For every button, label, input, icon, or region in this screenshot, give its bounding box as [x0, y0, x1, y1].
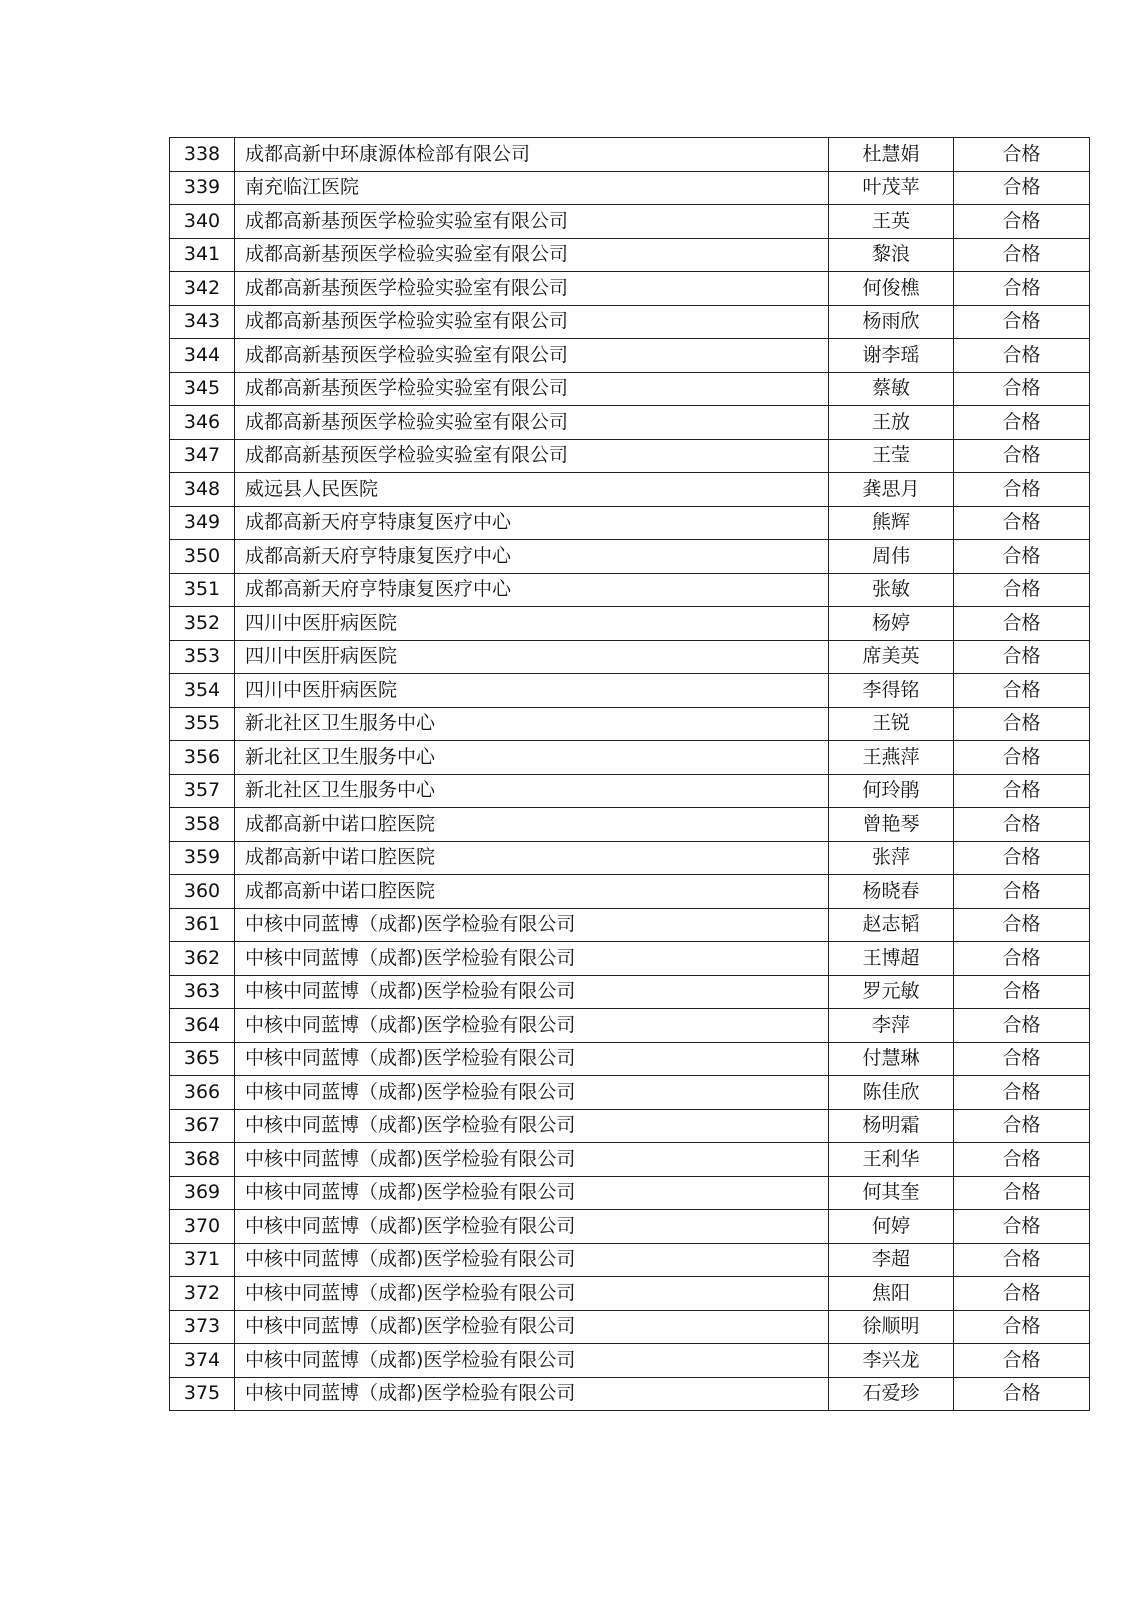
- table-row: [170, 1377, 1090, 1411]
- organization-cell: 中核中同蓝博（成都)医学检验有限公司: [235, 1277, 829, 1311]
- organization-cell: 中核中同蓝博（成都)医学检验有限公司: [235, 1143, 829, 1177]
- result-cell: 合格: [954, 1143, 1090, 1177]
- row-number: 369: [170, 1176, 235, 1210]
- table-row: [170, 1009, 1090, 1043]
- organization-cell: 中核中同蓝博（成都)医学检验有限公司: [235, 1009, 829, 1043]
- person-name-cell: 叶茂苹: [829, 171, 954, 205]
- result-cell: 合格: [954, 506, 1090, 540]
- organization-cell: 中核中同蓝博（成都)医学检验有限公司: [235, 1377, 829, 1411]
- result-cell: 合格: [954, 942, 1090, 976]
- row-number: 370: [170, 1210, 235, 1244]
- table-row: [170, 1042, 1090, 1076]
- table-row: [170, 875, 1090, 909]
- result-cell: 合格: [954, 607, 1090, 641]
- person-name-cell: 杨晓春: [829, 875, 954, 909]
- organization-cell: 中核中同蓝博（成都)医学检验有限公司: [235, 1243, 829, 1277]
- table-row: [170, 272, 1090, 306]
- result-cell: 合格: [954, 741, 1090, 775]
- row-number: 350: [170, 540, 235, 574]
- result-cell: 合格: [954, 908, 1090, 942]
- table-row: [170, 1109, 1090, 1143]
- row-number: 363: [170, 975, 235, 1009]
- table-row: [170, 741, 1090, 775]
- person-name-cell: 李超: [829, 1243, 954, 1277]
- person-name-cell: 李兴龙: [829, 1344, 954, 1378]
- row-number: 364: [170, 1009, 235, 1043]
- row-number: 351: [170, 573, 235, 607]
- organization-cell: 威远县人民医院: [235, 473, 829, 507]
- result-cell: 合格: [954, 1042, 1090, 1076]
- result-cell: 合格: [954, 1009, 1090, 1043]
- organization-cell: 中核中同蓝博（成都)医学检验有限公司: [235, 942, 829, 976]
- table-row: [170, 841, 1090, 875]
- result-cell: 合格: [954, 372, 1090, 406]
- organization-cell: 中核中同蓝博（成都)医学检验有限公司: [235, 1310, 829, 1344]
- person-name-cell: 王莹: [829, 439, 954, 473]
- organization-cell: 新北社区卫生服务中心: [235, 741, 829, 775]
- organization-cell: 新北社区卫生服务中心: [235, 774, 829, 808]
- person-name-cell: 王放: [829, 406, 954, 440]
- row-number: 354: [170, 674, 235, 708]
- result-cell: 合格: [954, 774, 1090, 808]
- person-name-cell: 周伟: [829, 540, 954, 574]
- result-cell: 合格: [954, 540, 1090, 574]
- table-row: [170, 808, 1090, 842]
- organization-cell: 成都高新基预医学检验实验室有限公司: [235, 305, 829, 339]
- person-name-cell: 张敏: [829, 573, 954, 607]
- organization-cell: 成都高新天府亨特康复医疗中心: [235, 540, 829, 574]
- row-number: 347: [170, 439, 235, 473]
- person-name-cell: 赵志韬: [829, 908, 954, 942]
- row-number: 375: [170, 1377, 235, 1411]
- person-name-cell: 黎浪: [829, 238, 954, 272]
- person-name-cell: 熊辉: [829, 506, 954, 540]
- table-row: [170, 942, 1090, 976]
- result-cell: 合格: [954, 205, 1090, 239]
- result-cell: 合格: [954, 171, 1090, 205]
- result-cell: 合格: [954, 674, 1090, 708]
- row-number: 374: [170, 1344, 235, 1378]
- organization-cell: 中核中同蓝博（成都)医学检验有限公司: [235, 908, 829, 942]
- organization-cell: 成都高新中诺口腔医院: [235, 808, 829, 842]
- organization-cell: 成都高新基预医学检验实验室有限公司: [235, 372, 829, 406]
- table-row: [170, 506, 1090, 540]
- organization-cell: 成都高新中诺口腔医院: [235, 841, 829, 875]
- person-name-cell: 王利华: [829, 1143, 954, 1177]
- row-number: 360: [170, 875, 235, 909]
- row-number: 342: [170, 272, 235, 306]
- table-row: [170, 573, 1090, 607]
- result-cell: 合格: [954, 1377, 1090, 1411]
- table-row: [170, 1310, 1090, 1344]
- organization-cell: 成都高新基预医学检验实验室有限公司: [235, 406, 829, 440]
- result-cell: 合格: [954, 875, 1090, 909]
- row-number: 353: [170, 640, 235, 674]
- person-name-cell: 王英: [829, 205, 954, 239]
- person-name-cell: 罗元敏: [829, 975, 954, 1009]
- row-number: 341: [170, 238, 235, 272]
- organization-cell: 中核中同蓝博（成都)医学检验有限公司: [235, 975, 829, 1009]
- result-cell: 合格: [954, 808, 1090, 842]
- person-name-cell: 付慧琳: [829, 1042, 954, 1076]
- result-cell: 合格: [954, 138, 1090, 172]
- person-name-cell: 李得铭: [829, 674, 954, 708]
- row-number: 362: [170, 942, 235, 976]
- result-cell: 合格: [954, 339, 1090, 373]
- organization-cell: 四川中医肝病医院: [235, 674, 829, 708]
- person-name-cell: 谢李瑶: [829, 339, 954, 373]
- organization-cell: 成都高新天府亨特康复医疗中心: [235, 573, 829, 607]
- table-row: [170, 305, 1090, 339]
- organization-cell: 中核中同蓝博（成都)医学检验有限公司: [235, 1176, 829, 1210]
- result-cell: 合格: [954, 707, 1090, 741]
- table-row: [170, 1176, 1090, 1210]
- table-row: [170, 238, 1090, 272]
- row-number: 356: [170, 741, 235, 775]
- table-row: [170, 908, 1090, 942]
- person-name-cell: 陈佳欣: [829, 1076, 954, 1110]
- person-name-cell: 王博超: [829, 942, 954, 976]
- person-name-cell: 王燕萍: [829, 741, 954, 775]
- person-name-cell: 何俊樵: [829, 272, 954, 306]
- person-name-cell: 杨明霜: [829, 1109, 954, 1143]
- table-row: [170, 975, 1090, 1009]
- person-name-cell: 杨雨欣: [829, 305, 954, 339]
- result-cell: 合格: [954, 1176, 1090, 1210]
- table-row: [170, 1076, 1090, 1110]
- row-number: 371: [170, 1243, 235, 1277]
- row-number: 348: [170, 473, 235, 507]
- table-row: [170, 607, 1090, 641]
- result-cell: 合格: [954, 238, 1090, 272]
- row-number: 372: [170, 1277, 235, 1311]
- organization-cell: 成都高新基预医学检验实验室有限公司: [235, 272, 829, 306]
- result-cell: 合格: [954, 975, 1090, 1009]
- row-number: 358: [170, 808, 235, 842]
- results-table: [169, 137, 1090, 1411]
- table-row: [170, 707, 1090, 741]
- result-cell: 合格: [954, 1076, 1090, 1110]
- organization-cell: 中核中同蓝博（成都)医学检验有限公司: [235, 1344, 829, 1378]
- organization-cell: 新北社区卫生服务中心: [235, 707, 829, 741]
- row-number: 346: [170, 406, 235, 440]
- row-number: 338: [170, 138, 235, 172]
- result-cell: 合格: [954, 272, 1090, 306]
- person-name-cell: 王锐: [829, 707, 954, 741]
- result-cell: 合格: [954, 841, 1090, 875]
- table-row: [170, 1277, 1090, 1311]
- row-number: 361: [170, 908, 235, 942]
- row-number: 368: [170, 1143, 235, 1177]
- row-number: 339: [170, 171, 235, 205]
- result-cell: 合格: [954, 305, 1090, 339]
- person-name-cell: 何婷: [829, 1210, 954, 1244]
- result-cell: 合格: [954, 439, 1090, 473]
- organization-cell: 成都高新中环康源体检部有限公司: [235, 138, 829, 172]
- table-row: [170, 774, 1090, 808]
- row-number: 365: [170, 1042, 235, 1076]
- person-name-cell: 蔡敏: [829, 372, 954, 406]
- row-number: 357: [170, 774, 235, 808]
- table-row: [170, 674, 1090, 708]
- row-number: 349: [170, 506, 235, 540]
- row-number: 366: [170, 1076, 235, 1110]
- result-cell: 合格: [954, 573, 1090, 607]
- organization-cell: 南充临江医院: [235, 171, 829, 205]
- organization-cell: 四川中医肝病医院: [235, 607, 829, 641]
- organization-cell: 中核中同蓝博（成都)医学检验有限公司: [235, 1109, 829, 1143]
- organization-cell: 中核中同蓝博（成都)医学检验有限公司: [235, 1042, 829, 1076]
- person-name-cell: 龚思月: [829, 473, 954, 507]
- table-row: [170, 473, 1090, 507]
- row-number: 340: [170, 205, 235, 239]
- organization-cell: 成都高新基预医学检验实验室有限公司: [235, 205, 829, 239]
- row-number: 359: [170, 841, 235, 875]
- organization-cell: 成都高新天府亨特康复医疗中心: [235, 506, 829, 540]
- person-name-cell: 杜慧娟: [829, 138, 954, 172]
- organization-cell: 成都高新基预医学检验实验室有限公司: [235, 339, 829, 373]
- table-row: [170, 339, 1090, 373]
- person-name-cell: 徐顺明: [829, 1310, 954, 1344]
- row-number: 352: [170, 607, 235, 641]
- table-row: [170, 1143, 1090, 1177]
- row-number: 345: [170, 372, 235, 406]
- table-row: [170, 1344, 1090, 1378]
- result-cell: 合格: [954, 1243, 1090, 1277]
- row-number: 373: [170, 1310, 235, 1344]
- table-row: [170, 138, 1090, 172]
- person-name-cell: 席美英: [829, 640, 954, 674]
- person-name-cell: 何玲鹃: [829, 774, 954, 808]
- person-name-cell: 杨婷: [829, 607, 954, 641]
- organization-cell: 四川中医肝病医院: [235, 640, 829, 674]
- table-row: [170, 171, 1090, 205]
- person-name-cell: 焦阳: [829, 1277, 954, 1311]
- table-row: [170, 372, 1090, 406]
- organization-cell: 成都高新基预医学检验实验室有限公司: [235, 238, 829, 272]
- results-table-body: [170, 138, 1090, 1411]
- person-name-cell: 曾艳琴: [829, 808, 954, 842]
- table-row: [170, 1210, 1090, 1244]
- table-row: [170, 205, 1090, 239]
- organization-cell: 成都高新中诺口腔医院: [235, 875, 829, 909]
- row-number: 344: [170, 339, 235, 373]
- row-number: 367: [170, 1109, 235, 1143]
- result-cell: 合格: [954, 1277, 1090, 1311]
- result-cell: 合格: [954, 640, 1090, 674]
- row-number: 343: [170, 305, 235, 339]
- table-row: [170, 540, 1090, 574]
- result-cell: 合格: [954, 1109, 1090, 1143]
- result-cell: 合格: [954, 406, 1090, 440]
- table-row: [170, 640, 1090, 674]
- table-row: [170, 1243, 1090, 1277]
- result-cell: 合格: [954, 1310, 1090, 1344]
- organization-cell: 中核中同蓝博（成都)医学检验有限公司: [235, 1210, 829, 1244]
- result-cell: 合格: [954, 473, 1090, 507]
- organization-cell: 成都高新基预医学检验实验室有限公司: [235, 439, 829, 473]
- person-name-cell: 石爱珍: [829, 1377, 954, 1411]
- table-row: [170, 439, 1090, 473]
- result-cell: 合格: [954, 1344, 1090, 1378]
- person-name-cell: 李萍: [829, 1009, 954, 1043]
- row-number: 355: [170, 707, 235, 741]
- result-cell: 合格: [954, 1210, 1090, 1244]
- organization-cell: 中核中同蓝博（成都)医学检验有限公司: [235, 1076, 829, 1110]
- table-row: [170, 406, 1090, 440]
- person-name-cell: 何其奎: [829, 1176, 954, 1210]
- person-name-cell: 张萍: [829, 841, 954, 875]
